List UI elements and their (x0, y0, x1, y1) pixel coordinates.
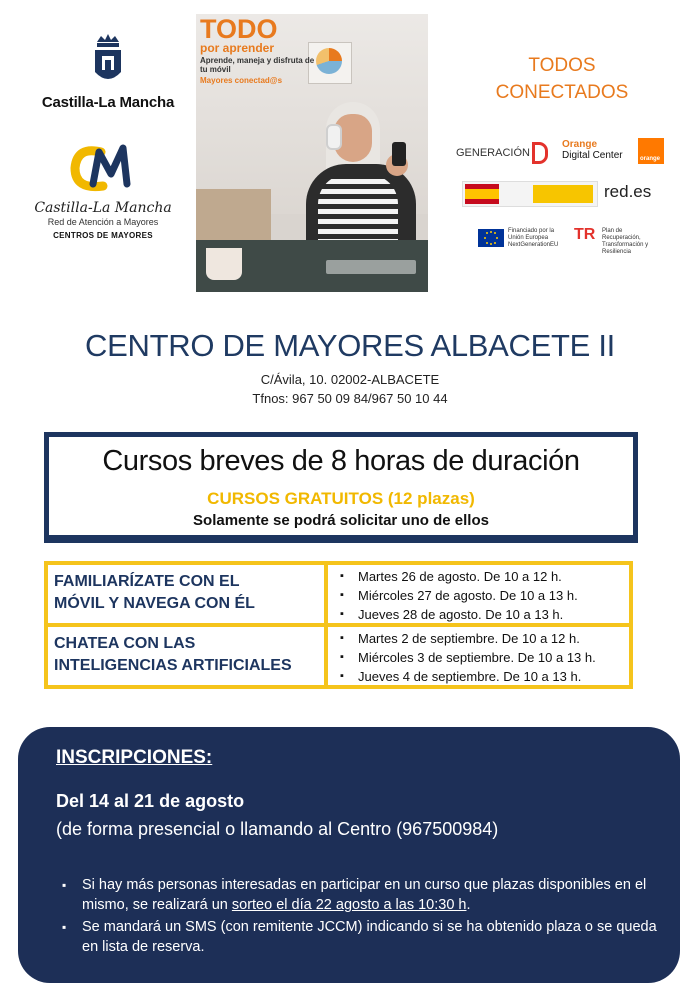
note-text: Si hay más personas interesadas en participar en un curso que plazas disponibles en el mismo, se realizará un (82, 877, 647, 913)
generacion-d-logo (456, 142, 548, 164)
todos-conectados-title (478, 52, 646, 106)
orange-line2: Digital Center (562, 150, 623, 161)
course-name-line: MÓVIL Y NAVEGA CON ÉL (54, 595, 255, 612)
inscriptions-notes (60, 875, 660, 959)
mug-icon (206, 248, 242, 280)
prtr-text: Plan de Recuperación, Transformación y Resiliencia (602, 228, 649, 255)
prtr-icon: TR (574, 226, 596, 243)
center-phones: Tfnos: 967 50 09 84/967 50 10 44 (252, 391, 448, 406)
center-title: CENTRO DE MAYORES ALBACETE II (85, 328, 615, 363)
column-divider (324, 565, 328, 685)
table-row (48, 565, 629, 623)
d-icon (532, 142, 548, 164)
inscriptions-method: (de forma presencial o llamando al Centro (967500984) (56, 819, 499, 839)
orange-square-logo (638, 138, 664, 164)
courses-note: Solamente se podrá solicitar uno de ellos (193, 512, 489, 529)
list-item: ▪ Miércoles 3 de septiembre. De 10 a 13 h. (338, 648, 628, 667)
centros-label: CENTROS DE MAYORES (53, 231, 153, 240)
course-dates (338, 629, 628, 686)
clm-brand-text: Castilla-La Mancha (41, 94, 175, 111)
gobierno-espana-logo (462, 181, 598, 207)
generacion-text: GENERACIÓN (456, 146, 530, 159)
todos-line2: CONECTADOS (495, 82, 629, 103)
campaign-poster (196, 14, 428, 292)
course-dates (338, 567, 628, 624)
course-name-line: FAMILIARÍZATE CON EL (54, 573, 240, 590)
list-item (60, 875, 660, 915)
courses-free-label: CURSOS GRATUITOS (12 plazas) (207, 489, 475, 508)
courses-title: Cursos breves de 8 horas de duración (102, 445, 580, 477)
eu-funding-text: Financiado por la Unión Europea NextGenerationEU (508, 228, 559, 248)
red-es-logo: red.es (604, 182, 652, 201)
orange-digital-center-logo (562, 139, 623, 161)
cm-monogram-icon (63, 138, 143, 198)
crest-icon (91, 32, 125, 88)
todos-line1: TODOS (528, 55, 596, 76)
inscriptions-heading-colon: : (205, 747, 213, 768)
course-name (54, 571, 318, 615)
inscriptions-heading (56, 747, 212, 769)
inscriptions-dates: Del 14 al 21 de agosto (56, 791, 245, 811)
courses-info-box (44, 432, 638, 543)
inscriptions-heading-text: INSCRIPCIONES (56, 747, 206, 768)
poster-subtitle: por aprender (200, 41, 275, 55)
phone-icon (392, 142, 406, 166)
schedule-table (44, 561, 633, 689)
poster-tagline: Aprende, maneja y disfruta de tu móvil (200, 56, 315, 74)
poster-hashtag: Mayores conectad@s (200, 76, 283, 85)
red-script-text: Castilla-La Mancha (34, 200, 172, 216)
inscriptions-panel (18, 727, 680, 983)
lottery-date: sorteo el día 22 agosto a las 10:30 h (231, 897, 467, 913)
table-row (48, 627, 629, 685)
orange-line1: Orange (562, 139, 598, 150)
list-item: ▪ Martes 26 de agosto. De 10 a 12 h. (338, 567, 628, 586)
list-item: ▪ Jueves 28 de agosto. De 10 a 13 h. (338, 605, 628, 624)
red-subtitle: Red de Atención a Mayores (47, 217, 159, 227)
red-atencion-mayores-logo (28, 138, 178, 240)
poster-title: TODO (200, 14, 278, 44)
course-name (54, 633, 318, 677)
spain-flag-icon (465, 184, 499, 204)
center-address: C/Ávila, 10. 02002-ALBACETE (260, 372, 440, 387)
headphones-icon (326, 124, 342, 150)
list-item: ▪ Martes 2 de septiembre. De 10 a 12 h. (338, 629, 628, 648)
note-text-end: . (466, 897, 471, 913)
eu-flag-icon (478, 229, 504, 247)
course-name-line: INTELIGENCIAS ARTIFICIALES (54, 657, 292, 674)
orange-square-text: orange (640, 156, 661, 162)
list-item: ▪ Se mandará un SMS (con remitente JCCM) indicando si se ha obtenido plaza o se queda en lista de reserva. (60, 917, 660, 957)
course-name-line: CHATEA CON LAS (54, 635, 196, 652)
castilla-la-mancha-logo (38, 32, 178, 111)
list-item: ▪ Jueves 4 de septiembre. De 10 a 13 h. (338, 667, 628, 686)
list-item: ▪ Miércoles 27 de agosto. De 10 a 13 h. (338, 586, 628, 605)
